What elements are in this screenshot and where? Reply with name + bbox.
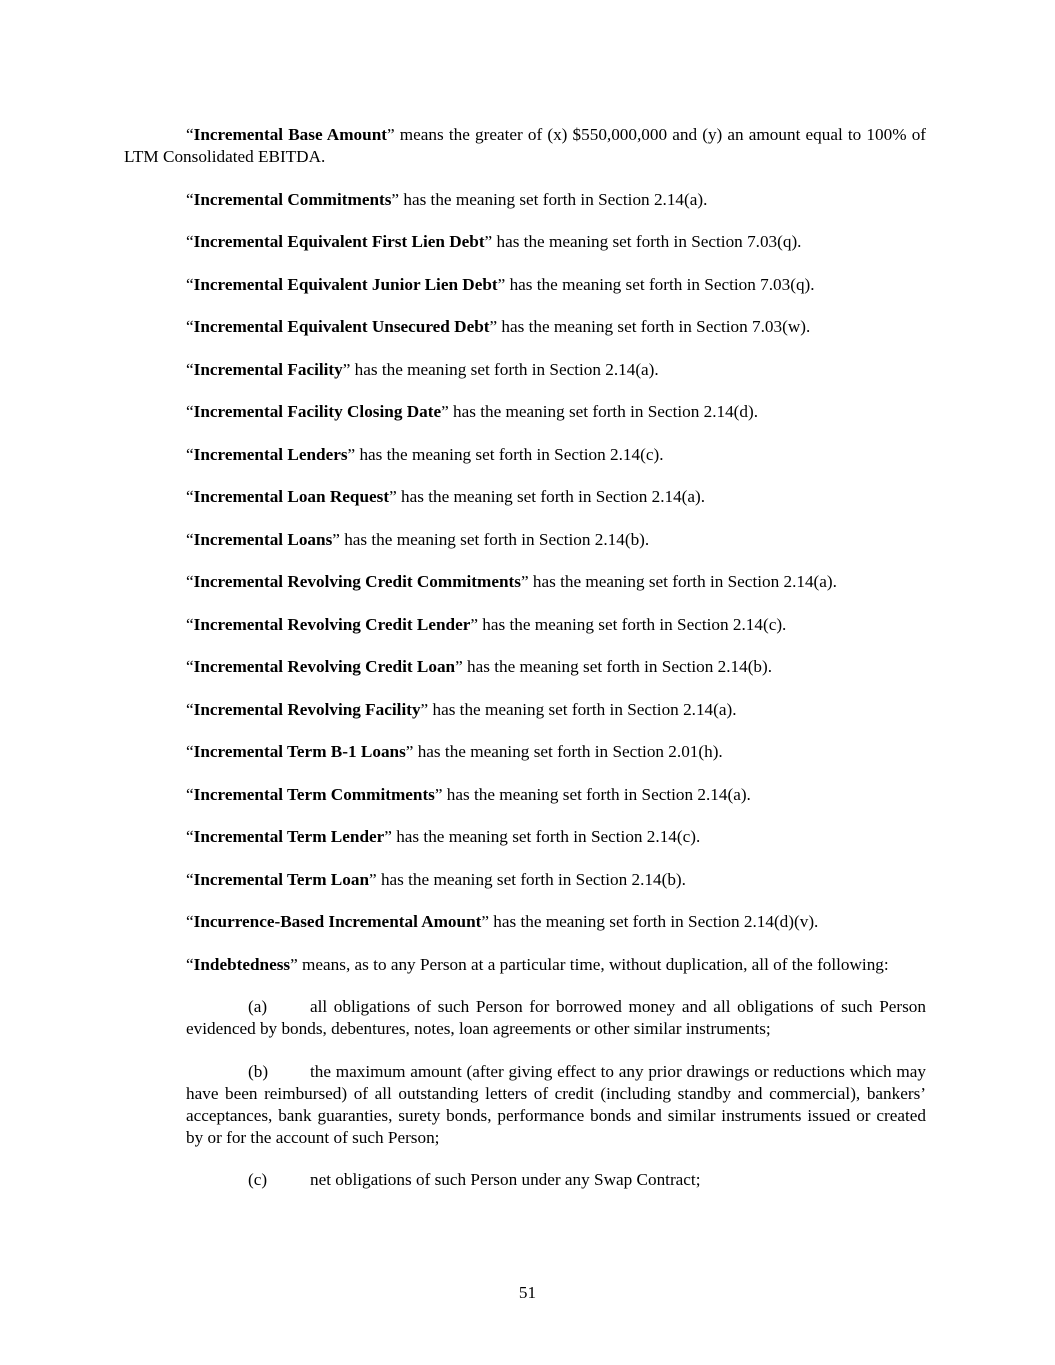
definition-paragraph: “Incremental Revolving Facility” has the meaning set forth in Section 2.14(a). (186, 699, 737, 719)
definition-text: ” has the meaning set forth in Section 2.14(c). (347, 444, 664, 464)
definition-text: ” has the meaning set forth in Section 2.14(a). (342, 359, 659, 379)
defined-term: Incremental Lenders (193, 444, 348, 464)
clause-label: (a) (248, 997, 268, 1016)
clause-paragraph (186, 1169, 926, 1191)
defined-term: Incremental Equivalent First Lien Debt (193, 232, 485, 251)
definition-paragraph: “Incremental Lenders” has the meaning set forth in Section 2.14(c). (186, 444, 664, 464)
definition-text: ” means, as to any Person at a particular time, without duplication, all of the following: (290, 954, 889, 974)
defined-term: Incremental Term Lender (193, 827, 385, 846)
definition-paragraph: “Incremental Term Commitments” has the meaning set forth in Section 2.14(a). (186, 784, 751, 804)
clause-text: all obligations of such Person for borrowed money and all obligations of such Person evidenced by bonds, debentures, notes, loan agreements or other similar instruments; (186, 997, 926, 1038)
clause-text: the maximum amount (after giving effect to any prior drawings or reductions which may have been reimbursed) of all outstanding letters of credit (including standby and commercial), bankers’ acceptances, bank guaranties, surety bonds, performance bonds and similar instruments issued or created by or for the account of such Person; (186, 1061, 926, 1147)
definition-text: ” has the meaning set forth in Section 2.14(a). (520, 572, 837, 591)
definition-text: ” has the meaning set forth in Section 2.14(a). (389, 487, 706, 506)
definition-paragraph: “Incremental Revolving Credit Loan” has the meaning set forth in Section 2.14(b). (186, 657, 773, 676)
defined-term: Incremental Facility (193, 359, 343, 379)
definition-paragraph: “Incremental Revolving Credit Lender” has the meaning set forth in Section 2.14(c). (186, 614, 787, 634)
definition-text: ” has the meaning set forth in Section 2.14(b). (332, 529, 650, 549)
defined-term: Incremental Equivalent Junior Lien Debt (193, 274, 498, 294)
defined-term: Incremental Term Loan (193, 869, 370, 889)
defined-term: Incremental Revolving Facility (193, 699, 421, 719)
definition-paragraph: “Incremental Equivalent Junior Lien Debt” has the meaning set forth in Section 7.03(q). (186, 274, 815, 294)
definition-paragraph: “Incremental Term B-1 Loans” has the meaning set forth in Section 2.01(h). (186, 742, 723, 761)
definition-paragraph: “Incremental Commitments” has the meaning set forth in Section 2.14(a). (186, 189, 708, 209)
defined-term: Incremental Loan Request (193, 487, 390, 506)
definition-text: ” has the meaning set forth in Section 2.14(b). (455, 657, 773, 676)
definition-text: ” has the meaning set forth in Section 2.14(d). (441, 402, 759, 421)
defined-term: Incremental Equivalent Unsecured Debt (193, 317, 490, 336)
definition-text: ” has the meaning set forth in Section 7.03(q). (484, 232, 802, 251)
clause-text: net obligations of such Person under any Swap Contract; (310, 1170, 701, 1189)
clause-paragraph (186, 1061, 926, 1149)
definition-text: ” has the meaning set forth in Section 7.03(q). (497, 274, 815, 294)
definition-text: ” has the meaning set forth in Section 2.14(d)(v). (481, 912, 819, 931)
definition-text: ” has the meaning set forth in Section 2.14(c). (470, 614, 787, 634)
clause-paragraph (186, 996, 926, 1040)
page-body (124, 124, 926, 1212)
defined-term: Incurrence-Based Incremental Amount (193, 912, 482, 931)
defined-term: Incremental Loans (193, 529, 333, 549)
defined-term: Incremental Facility Closing Date (193, 402, 442, 421)
definition-text: ” has the meaning set forth in Section 2.14(b). (369, 869, 686, 889)
definition-paragraph: “Incremental Base Amount” means the greater of (x) $550,000,000 and (y) an amount equal to 100% of LTM Consolidated EBITDA. (124, 125, 927, 166)
definition-paragraph: “Incremental Loans” has the meaning set forth in Section 2.14(b). (186, 529, 650, 549)
definition-paragraph: “Incremental Facility Closing Date” has the meaning set forth in Section 2.14(d). (186, 402, 759, 421)
definition-text: ” has the meaning set forth in Section 2.14(a). (391, 189, 708, 209)
clause-label: (b) (248, 1061, 269, 1081)
defined-term: Incremental Revolving Credit Lender (193, 614, 471, 634)
definition-text: ” has the meaning set forth in Section 2.14(a). (420, 699, 737, 719)
defined-term: Incremental Term Commitments (193, 784, 435, 804)
definition-text: ” has the meaning set forth in Section 7.03(w). (489, 317, 811, 336)
definition-paragraph: “Incremental Loan Request” has the meaning set forth in Section 2.14(a). (186, 487, 706, 506)
definition-paragraph: “Incurrence-Based Incremental Amount” has the meaning set forth in Section 2.14(d)(v). (186, 912, 819, 931)
definition-paragraph: “Incremental Equivalent Unsecured Debt” has the meaning set forth in Section 7.03(w). (186, 317, 811, 336)
definition-paragraph: “Incremental Term Lender” has the meaning set forth in Section 2.14(c). (186, 827, 701, 846)
defined-term: Incremental Commitments (193, 189, 392, 209)
clause-label: (c) (248, 1170, 268, 1189)
definition-paragraph: “Incremental Facility” has the meaning set forth in Section 2.14(a). (186, 359, 659, 379)
page-number: 51 (518, 1283, 537, 1302)
definition-text: ” has the meaning set forth in Section 2.14(c). (384, 827, 701, 846)
definition-paragraph: “Incremental Term Loan” has the meaning set forth in Section 2.14(b). (186, 869, 686, 889)
defined-term: Incremental Term B-1 Loans (193, 742, 406, 761)
defined-term: Incremental Revolving Credit Loan (193, 657, 456, 676)
definition-paragraph: “Incremental Revolving Credit Commitments” has the meaning set forth in Section 2.14(a). (186, 572, 837, 591)
definition-paragraph: “Indebtedness” means, as to any Person at a particular time, without duplication, all of the following: (186, 954, 889, 974)
defined-term: Incremental Revolving Credit Commitments (193, 572, 521, 591)
definition-text: ” means the greater of (x) $550,000,000 and (y) an amount equal to 100% of LTM Consolidated EBITDA. (124, 125, 927, 166)
defined-term: Indebtedness (193, 954, 291, 974)
defined-term: Incremental Base Amount (193, 125, 387, 144)
definition-text: ” has the meaning set forth in Section 2.14(a). (434, 784, 751, 804)
definition-paragraph: “Incremental Equivalent First Lien Debt” has the meaning set forth in Section 7.03(q). (186, 232, 802, 251)
definition-text: ” has the meaning set forth in Section 2.01(h). (405, 742, 723, 761)
